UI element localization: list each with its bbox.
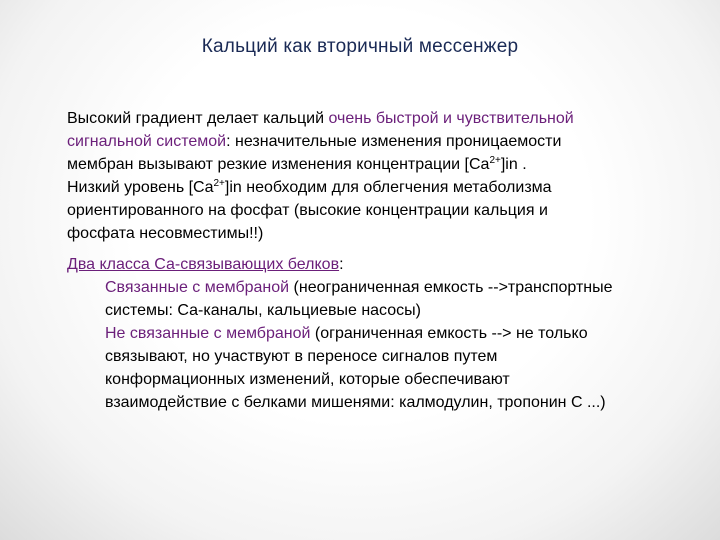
text-line xyxy=(67,153,574,176)
text-line xyxy=(67,322,613,345)
paragraph-binding-proteins xyxy=(67,253,613,414)
highlighted-text: Не связанные с мембраной xyxy=(105,325,311,342)
highlighted-text: Связанные с мембраной xyxy=(105,279,290,296)
text-line: связывают, но участвуют в переносе сигналов путем xyxy=(105,348,498,365)
text-segment: ]in необходим для облегчения метаболизма xyxy=(224,179,552,196)
text-line: конформационных изменений, которые обеспечивают xyxy=(105,371,510,388)
text-segment: : xyxy=(339,256,344,273)
text-line: взаимодействие с белками мишенями: калмодулин, тропонин С ...) xyxy=(105,394,606,411)
text-segment: ]in . xyxy=(500,156,527,173)
text-line: фосфата несовместимы!!) xyxy=(67,225,264,242)
text-line xyxy=(67,276,613,299)
text-segment: мембран вызывают резкие изменения концентрации [Ca xyxy=(67,156,490,173)
text-line: ориентированного на фосфат (высокие концентрации кальция и xyxy=(67,202,548,219)
section-heading-line xyxy=(67,253,613,276)
text-line xyxy=(67,176,574,199)
section-heading: Два класса Са-связывающих белков xyxy=(67,256,340,273)
highlighted-text: очень быстрой и чувствительной xyxy=(328,110,574,127)
text-segment: Низкий уровень [Ca xyxy=(67,179,214,196)
text-line: системы: Са-каналы, кальциевые насосы) xyxy=(105,302,421,319)
text-segment: Высокий градиент делает кальций xyxy=(67,110,329,127)
superscript: 2+ xyxy=(213,178,225,189)
slide-title: Кальций как вторичный мессенжер xyxy=(201,36,519,57)
paragraph-gradient xyxy=(67,107,574,245)
text-line xyxy=(67,107,574,130)
text-segment: (ограниченная емкость --> не только xyxy=(310,325,588,342)
text-segment: : незначительные изменения проницаемости xyxy=(226,133,562,150)
text-segment: (неограниченная емкость -->транспортные xyxy=(289,279,613,296)
superscript: 2+ xyxy=(489,155,501,166)
text-line xyxy=(67,130,574,153)
highlighted-text: сигнальной системой xyxy=(67,133,227,150)
